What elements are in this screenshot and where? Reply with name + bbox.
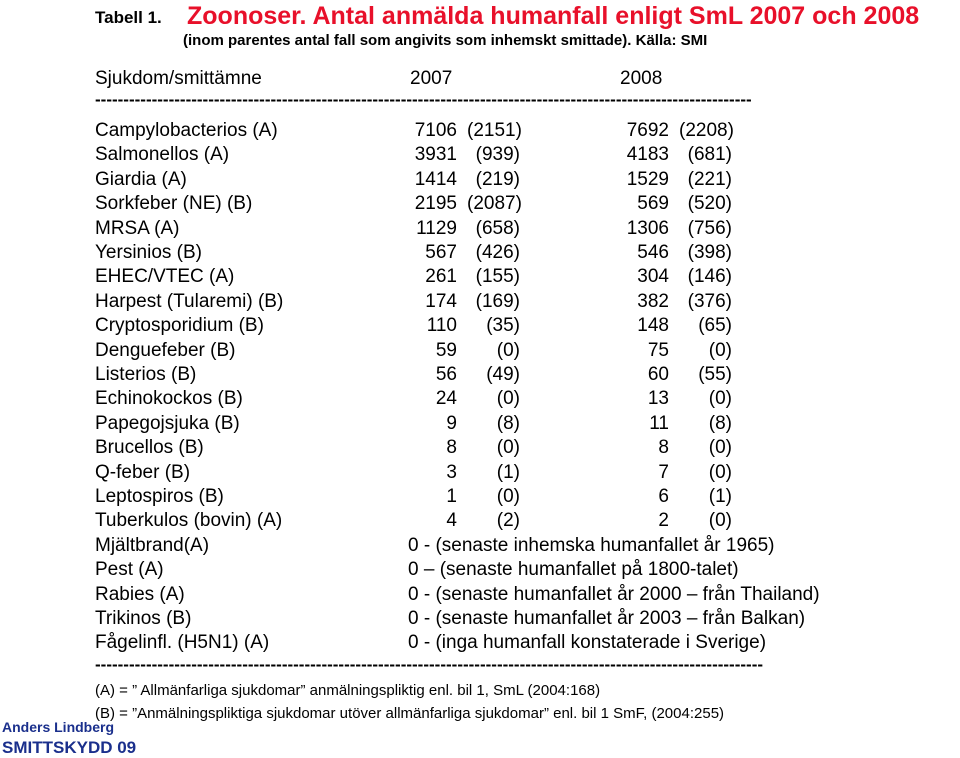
domestic-cases-2007: (219) [475,168,520,190]
disease-name: Rabies (A) [95,583,185,605]
cases-2008: 4183 [626,144,669,166]
cases-2007: 4 [446,510,457,532]
cases-2007: 261 [425,266,457,288]
cases-2007: 7106 [414,120,457,141]
cases-2008: 7692 [626,120,669,141]
cases-2008: 382 [637,290,669,312]
domestic-cases-2008: (0) [708,339,732,361]
domestic-cases-2007: (0) [496,339,520,361]
disease-name: Pest (A) [95,559,164,581]
domestic-cases-2008: (520) [687,193,732,215]
domestic-cases-2007: (2087) [467,193,522,215]
cases-2007: 24 [435,388,457,410]
cases-2008: 569 [637,193,669,215]
cases-2008: 148 [637,315,669,337]
domestic-cases-2008: (2208) [679,120,734,141]
domestic-cases-2007: (169) [475,290,520,312]
cases-2008: 75 [647,339,669,361]
cases-2007: 1414 [414,168,457,190]
cases-2008: 7 [658,461,669,483]
case-note: 0 - (inga humanfall konstaterade i Sverige) [408,632,767,654]
disease-name: Mjältbrand(A) [95,534,210,556]
disease-name: Echinokockos (B) [95,388,243,410]
domestic-cases-2008: (65) [698,315,732,337]
domestic-cases-2007: (2) [496,510,520,532]
page-title: Zoonoser. Antal anmälda humanfall enligt SmL 2007 och 2008 [187,2,920,30]
domestic-cases-2007: (2151) [467,120,522,141]
domestic-cases-2007: (939) [475,144,520,166]
domestic-cases-2008: (146) [687,266,732,288]
disease-name: Brucellos (B) [95,437,204,459]
cases-2008: 2 [658,510,669,532]
cases-2008: 8 [658,437,669,459]
header-disease: Sjukdom/smittämne [95,68,262,89]
table-number: Tabell 1. [95,8,162,27]
domestic-cases-2008: (0) [708,388,732,410]
organization-logo: SMITTSKYDD 09 [2,738,137,757]
cases-2008: 1529 [626,168,669,190]
domestic-cases-2007: (49) [486,364,520,385]
separator-top: -------------------------------------------------------------------------------------------------------------------- [95,90,752,109]
disease-name: EHEC/VTEC (A) [95,266,235,288]
domestic-cases-2008: (376) [687,290,732,312]
author-name: Anders Lindberg [2,719,115,735]
disease-name: Q-feber (B) [95,461,191,483]
disease-name: Denguefeber (B) [95,339,236,361]
disease-name: Listerios (B) [95,364,197,385]
cases-2008: 1306 [626,217,669,239]
domestic-cases-2008: (1) [708,486,732,507]
cases-2008: 6 [658,486,669,507]
domestic-cases-2008: (55) [698,364,732,385]
disease-name: Fågelinfl. (H5N1) (A) [95,632,270,654]
case-note: 0 – (senaste humanfallet på 1800-talet) [408,559,739,581]
disease-name: Salmonellos (A) [95,144,230,166]
disease-name: Tuberkulos (bovin) (A) [95,510,283,532]
cases-2007: 2195 [414,193,457,215]
domestic-cases-2008: (8) [708,412,732,434]
domestic-cases-2007: (426) [475,242,520,263]
disease-name: MRSA (A) [95,217,180,239]
domestic-cases-2008: (681) [687,144,732,166]
domestic-cases-2008: (0) [708,437,732,459]
cases-2007: 3931 [414,144,457,166]
cases-2007: 9 [446,412,457,434]
footnote-a: (A) = ” Allmänfarliga sjukdomar” anmälningspliktig enl. bil 1, SmL (2004:168) [95,682,601,699]
cases-2008: 60 [647,364,669,385]
domestic-cases-2008: (0) [708,461,732,483]
cases-2007: 3 [446,461,457,483]
cases-2008: 546 [637,242,669,263]
domestic-cases-2008: (756) [687,217,732,239]
cases-2007: 59 [435,339,457,361]
cases-2007: 1 [446,486,457,507]
disease-name: Leptospiros (B) [95,486,224,507]
disease-name: Giardia (A) [95,168,187,190]
cases-2007: 174 [425,290,457,312]
domestic-cases-2007: (8) [496,412,520,434]
domestic-cases-2007: (0) [496,388,520,410]
disease-name: Campylobacterios (A) [95,120,278,141]
case-note: 0 - (senaste humanfallet år 2000 – från Thailand) [408,583,820,605]
page-subtitle: (inom parentes antal fall som angivits som inhemskt smittade). Källa: SMI [183,32,708,49]
disease-name: Sorkfeber (NE) (B) [95,193,253,215]
header-2007: 2007 [410,68,453,89]
disease-name: Papegojsjuka (B) [95,412,240,434]
cases-2008: 13 [647,388,669,410]
cases-2007: 1129 [416,217,457,239]
domestic-cases-2008: (221) [687,168,732,190]
case-note: 0 - (senaste humanfallet år 2003 – från Balkan) [408,608,806,629]
disease-name: Yersinios (B) [95,242,203,263]
cases-2008: 304 [637,266,669,288]
footnote-b: (B) = ”Anmälningspliktiga sjukdomar utöver allmänfarliga sjukdomar” enl. bil 1 SmF, (2004:255) [95,705,725,722]
domestic-cases-2007: (1) [496,461,520,483]
cases-2007: 110 [426,315,457,337]
cases-2007: 8 [446,437,457,459]
cases-2007: 567 [425,242,457,263]
disease-name: Trikinos (B) [95,608,192,629]
cases-2007: 56 [435,364,457,385]
domestic-cases-2008: (0) [708,510,732,532]
domestic-cases-2008: (398) [687,242,732,263]
cases-2008: 11 [649,412,669,434]
domestic-cases-2007: (35) [486,315,520,337]
header-2008: 2008 [620,68,663,89]
disease-name: Cryptosporidium (B) [95,315,264,337]
separator-bottom: ---------------------------------------------------------------------------------------------------------------------- [95,655,764,674]
domestic-cases-2007: (155) [475,266,520,288]
domestic-cases-2007: (0) [496,486,520,507]
case-note: 0 - (senaste inhemska humanfallet år 1965) [408,534,775,556]
domestic-cases-2007: (0) [496,437,520,459]
disease-name: Harpest (Tularemi) (B) [95,290,284,312]
domestic-cases-2007: (658) [475,217,520,239]
